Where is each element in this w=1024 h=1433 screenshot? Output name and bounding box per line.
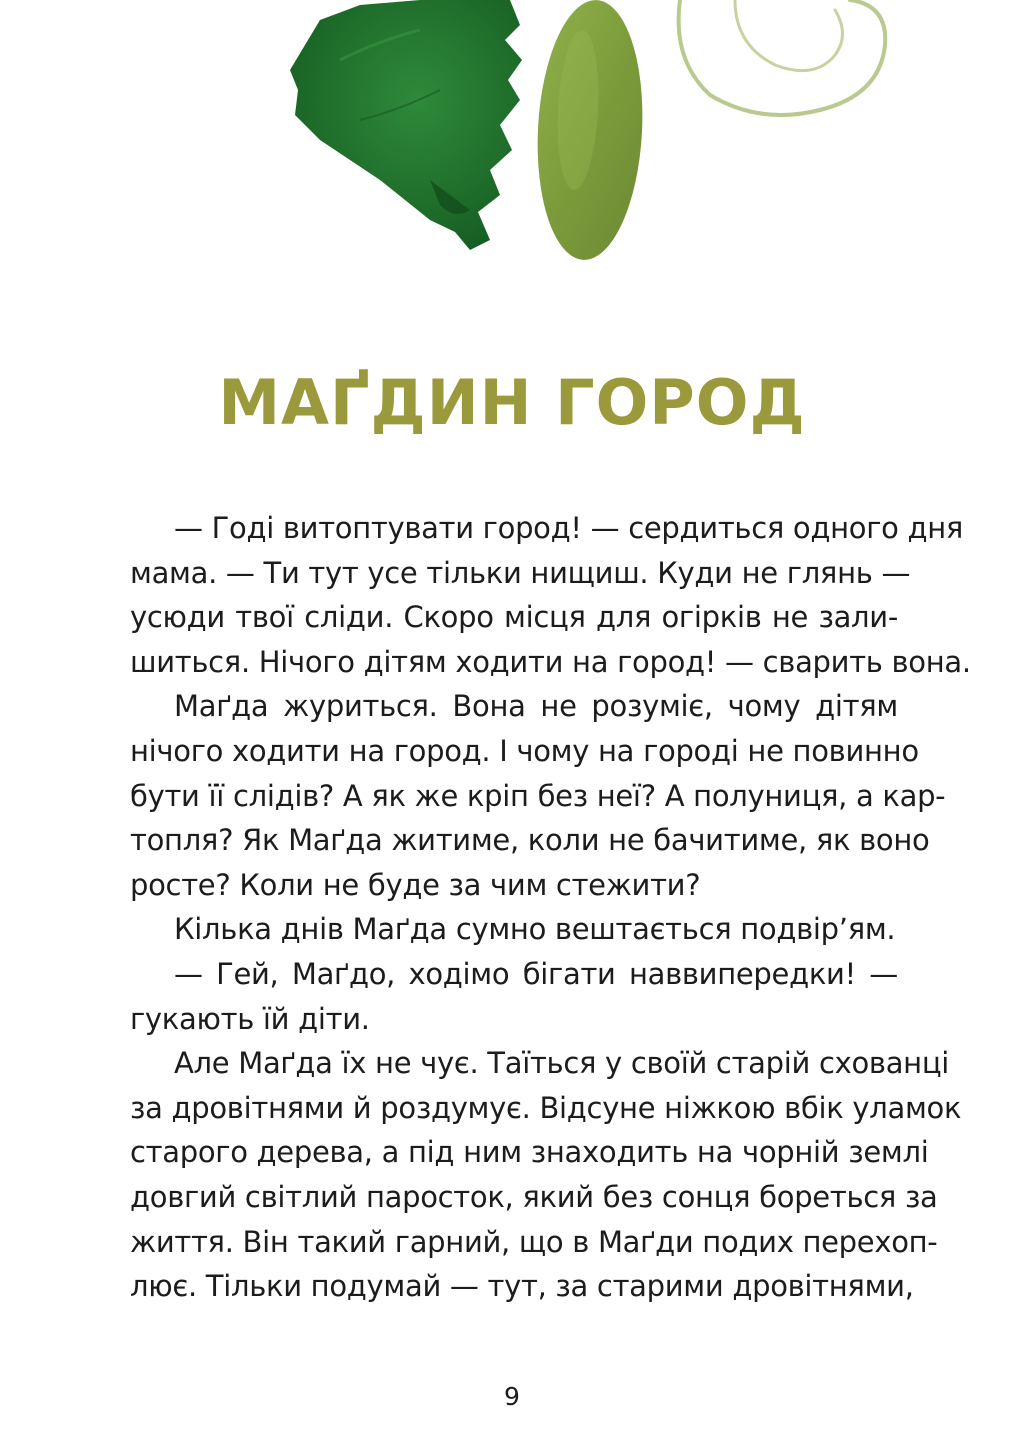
text-line: росте? Коли не буде за чим стежити? [130,867,701,902]
text-line: нічого ходити на город. І чому на городі не повинно [130,733,919,768]
text-line: гукають їй діти. [130,1001,370,1036]
text-line: шиться. Нічого дітям ходити на город! — сварить вона. [130,644,971,679]
text-line: Але Маґда їх не чує. Таїться у своїй старій схованці [174,1046,950,1081]
text-line: Маґда журиться. Вона не розуміє, чому дітям [174,689,898,724]
chapter-title: МАҐДИН ГОРОД [218,366,806,439]
text-line: мама. — Ти тут усе тільки нищиш. Куди не глянь — [130,555,911,590]
text-line: довгий світлий паросток, який без сонця бореться за [130,1179,938,1214]
header-illustration [0,0,1024,300]
page-number: 9 [504,1382,520,1411]
text-line: за дровітнями й роздумує. Відсуне ніжкою вбік уламок [130,1090,962,1125]
body-text [130,506,971,1309]
text-line: усюди твої сліди. Скоро місця для огірків не зали- [130,600,898,635]
text-line: бути її слідів? А як же кріп без неї? А полуниця, а кар- [130,778,946,813]
text-line: — Годі витоптувати город! — сердиться одного дня [174,511,964,545]
text-line: лює. Тільки подумай — тут, за старими дровітнями, [130,1269,914,1304]
leaf-icon [290,0,522,250]
text-line: — Гей, Маґдо, ходімо бігати наввипередки! — [174,956,898,991]
text-line: старого дерева, а під ним знаходить на чорній землі [130,1135,929,1170]
cucumber-seed-icon [531,0,648,263]
text-line: Кілька днів Маґда сумно вештається подвір’ям. [174,912,896,947]
text-line: топля? Як Маґда житиме, коли не бачитиме, як воно [130,823,930,858]
text-line: життя. Він такий гарний, що в Маґди подих перехоп- [130,1224,938,1259]
tendril-icon [679,0,886,115]
